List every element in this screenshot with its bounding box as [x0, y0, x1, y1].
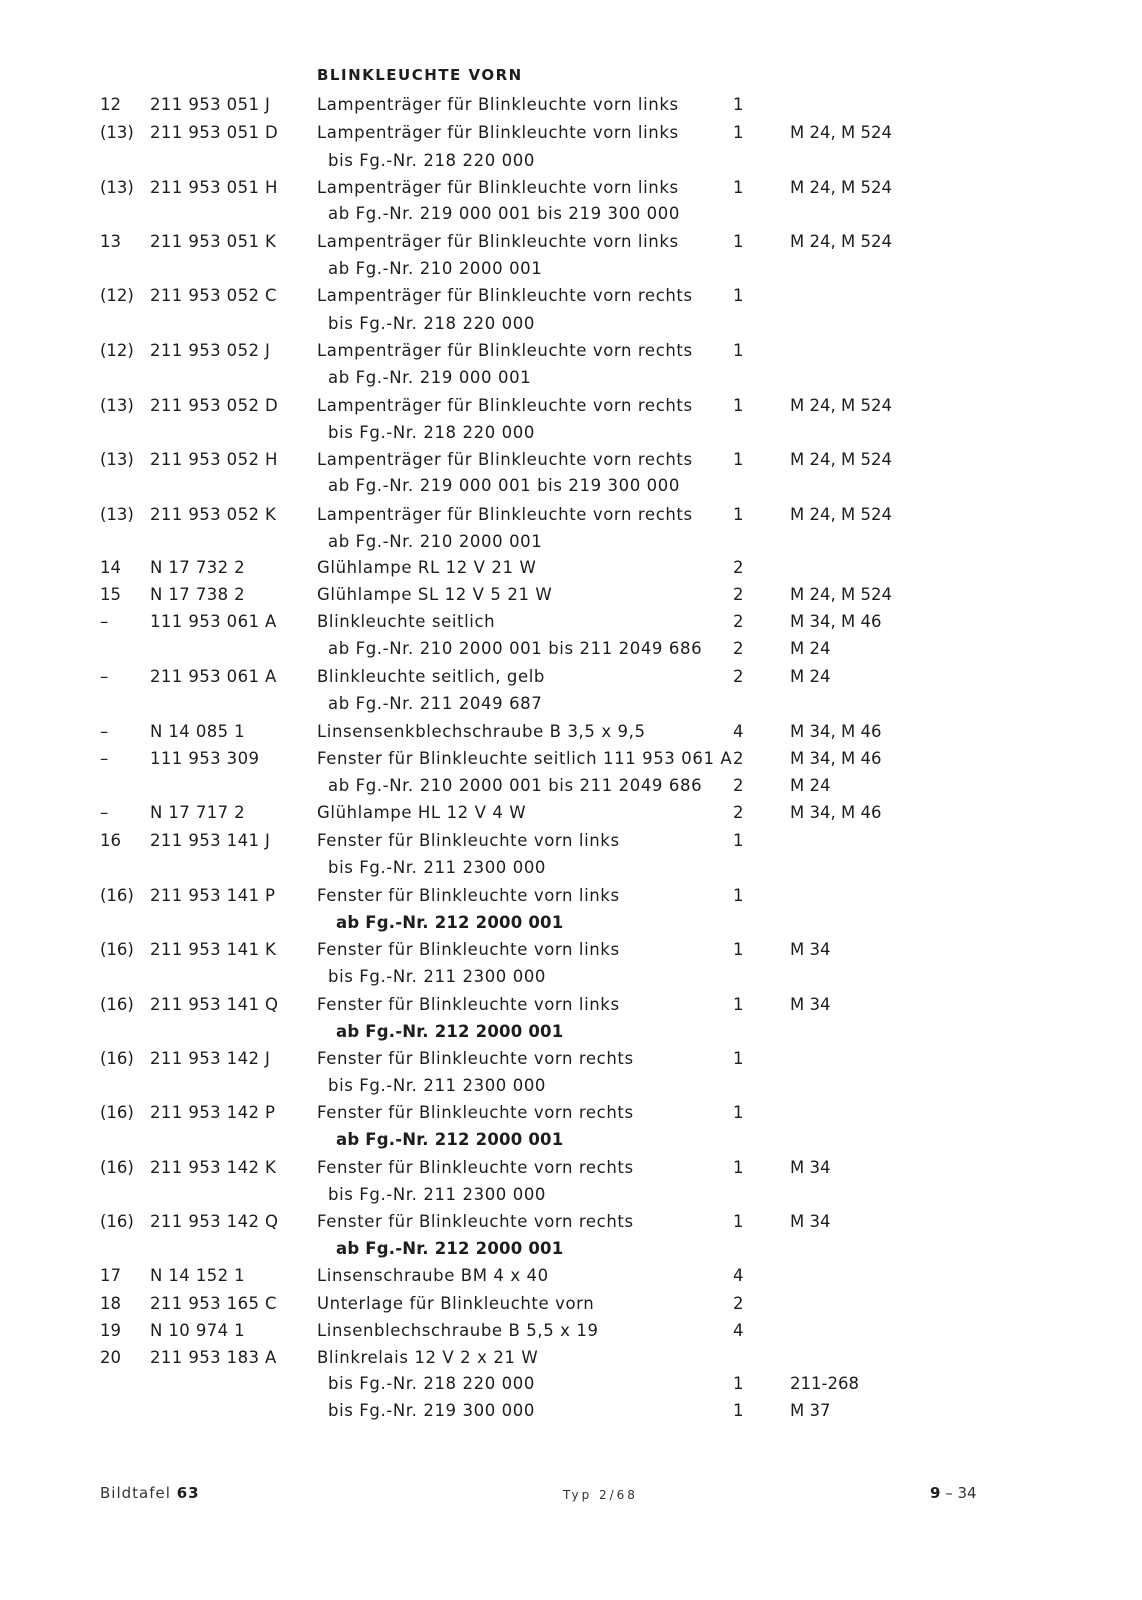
- chassis-range: ab Fg.-Nr. 210 2000 001: [328, 259, 543, 278]
- part-number: 211 953 142 K: [150, 1158, 277, 1177]
- quantity: 2: [733, 585, 744, 604]
- part-number: 211 953 052 D: [150, 396, 279, 415]
- part-number: 211 953 052 J: [150, 341, 271, 360]
- list-item: [0, 1318, 1142, 1344]
- chassis-range: bis Fg.-Nr. 211 2300 000: [328, 1185, 547, 1204]
- quantity: 2: [733, 749, 744, 768]
- part-number: 211 953 051 H: [150, 178, 278, 197]
- chassis-range: ab Fg.-Nr. 210 2000 001 bis 211 2049 686: [328, 639, 703, 658]
- quantity: 1: [733, 1374, 744, 1393]
- remark: M 24, M 524: [790, 178, 892, 197]
- chassis-range: ab Fg.-Nr. 219 000 001: [328, 368, 532, 387]
- position-number: –: [100, 667, 109, 686]
- page-prefix: 9: [930, 1484, 941, 1502]
- list-item: [0, 746, 1142, 772]
- list-item: [0, 1155, 1142, 1181]
- position-number: (12): [100, 341, 134, 360]
- list-item: [0, 502, 1142, 528]
- part-number: 211 953 051 J: [150, 95, 271, 114]
- chassis-range: ab Fg.-Nr. 212 2000 001: [336, 1022, 564, 1041]
- part-number: 111 953 061 A: [150, 612, 277, 631]
- list-item: [0, 582, 1142, 608]
- part-number: 211 953 061 A: [150, 667, 277, 686]
- chassis-range: bis Fg.-Nr. 218 220 000: [328, 1374, 535, 1393]
- list-subrow: [0, 473, 1142, 499]
- type-label: Typ 2/68: [563, 1488, 638, 1502]
- list-subrow: [0, 420, 1142, 446]
- part-description: Linsensenkblechschraube B 3,5 x 9,5: [317, 722, 646, 741]
- remark: M 24, M 524: [790, 396, 892, 415]
- list-item: [0, 937, 1142, 963]
- list-item: [0, 393, 1142, 419]
- quantity: 2: [733, 558, 744, 577]
- part-number: 211 953 141 K: [150, 940, 277, 959]
- remark: M 34: [790, 995, 831, 1014]
- list-item: [0, 92, 1142, 118]
- quantity: 2: [733, 667, 744, 686]
- list-item: [0, 175, 1142, 201]
- part-number: 211 953 142 J: [150, 1049, 271, 1068]
- position-number: –: [100, 803, 109, 822]
- quantity: 1: [733, 396, 744, 415]
- quantity: 1: [733, 178, 744, 197]
- list-subrow: [0, 1019, 1142, 1045]
- position-number: (13): [100, 123, 134, 142]
- part-number: N 17 717 2: [150, 803, 246, 822]
- list-subrow: [0, 1398, 1142, 1424]
- chassis-range: ab Fg.-Nr. 210 2000 001 bis 211 2049 686: [328, 776, 703, 795]
- quantity: 1: [733, 1212, 744, 1231]
- plate-number: 63: [176, 1484, 200, 1502]
- chassis-range: bis Fg.-Nr. 218 220 000: [328, 151, 535, 170]
- list-subrow: [0, 964, 1142, 990]
- part-description: Fenster für Blinkleuchte vorn links: [317, 886, 620, 905]
- position-number: 19: [100, 1321, 121, 1340]
- part-description: Fenster für Blinkleuchte vorn links: [317, 940, 620, 959]
- quantity: 1: [733, 286, 744, 305]
- part-description: Unterlage für Blinkleuchte vorn: [317, 1294, 595, 1313]
- list-subrow: [0, 691, 1142, 717]
- list-item: [0, 719, 1142, 745]
- part-description: Lampenträger für Blinkleuchte vorn rechts: [317, 450, 693, 469]
- position-number: –: [100, 612, 109, 631]
- remark: M 24, M 524: [790, 505, 892, 524]
- chassis-range: bis Fg.-Nr. 218 220 000: [328, 314, 535, 333]
- plate-label: Bildtafel: [100, 1484, 171, 1502]
- list-subrow: [0, 256, 1142, 282]
- part-number: 211 953 051 K: [150, 232, 277, 251]
- remark: M 24, M 524: [790, 232, 892, 251]
- quantity: 1: [733, 1049, 744, 1068]
- quantity: 2: [733, 776, 744, 795]
- remark: M 24: [790, 776, 831, 795]
- position-number: –: [100, 722, 109, 741]
- quantity: 1: [733, 1401, 744, 1420]
- part-description: Lampenträger für Blinkleuchte vorn links: [317, 123, 679, 142]
- quantity: 1: [733, 940, 744, 959]
- chassis-range: ab Fg.-Nr. 211 2049 687: [328, 694, 543, 713]
- list-subrow: [0, 148, 1142, 174]
- part-description: Lampenträger für Blinkleuchte vorn rechts: [317, 341, 693, 360]
- plate-reference: [100, 1484, 200, 1502]
- chassis-range: ab Fg.-Nr. 210 2000 001: [328, 532, 543, 551]
- part-number: N 17 732 2: [150, 558, 246, 577]
- position-number: (16): [100, 886, 134, 905]
- quantity: 1: [733, 232, 744, 251]
- position-number: (16): [100, 1212, 134, 1231]
- list-item: [0, 283, 1142, 309]
- list-item: [0, 1100, 1142, 1126]
- list-subrow: [0, 1236, 1142, 1262]
- part-number: 211 953 052 C: [150, 286, 277, 305]
- chassis-range: ab Fg.-Nr. 219 000 001 bis 219 300 000: [328, 204, 680, 223]
- part-number: 111 953 309: [150, 749, 260, 768]
- list-item: [0, 1046, 1142, 1072]
- part-number: N 17 738 2: [150, 585, 246, 604]
- chassis-range: bis Fg.-Nr. 211 2300 000: [328, 967, 547, 986]
- list-item: [0, 229, 1142, 255]
- chassis-range: ab Fg.-Nr. 219 000 001 bis 219 300 000: [328, 476, 680, 495]
- quantity: 2: [733, 803, 744, 822]
- list-item: [0, 609, 1142, 635]
- part-description: Glühlampe HL 12 V 4 W: [317, 803, 527, 822]
- list-subrow: [0, 1127, 1142, 1153]
- part-description: Fenster für Blinkleuchte vorn rechts: [317, 1158, 634, 1177]
- list-item: [0, 1345, 1142, 1371]
- part-number: 211 953 051 D: [150, 123, 279, 142]
- position-number: 18: [100, 1294, 121, 1313]
- remark: M 24, M 524: [790, 585, 892, 604]
- remark: M 34: [790, 1158, 831, 1177]
- list-subrow: [0, 529, 1142, 555]
- part-number: 211 953 141 Q: [150, 995, 279, 1014]
- quantity: 1: [733, 1103, 744, 1122]
- list-item: [0, 1291, 1142, 1317]
- part-description: Fenster für Blinkleuchte vorn links: [317, 995, 620, 1014]
- part-number: 211 953 165 C: [150, 1294, 277, 1313]
- list-subrow: [0, 201, 1142, 227]
- list-subrow: [0, 855, 1142, 881]
- list-item: [0, 338, 1142, 364]
- chassis-range: bis Fg.-Nr. 211 2300 000: [328, 1076, 547, 1095]
- part-number: 211 953 141 J: [150, 831, 271, 850]
- remark: M 34: [790, 1212, 831, 1231]
- list-item: [0, 555, 1142, 581]
- chassis-range: bis Fg.-Nr. 219 300 000: [328, 1401, 535, 1420]
- part-description: Lampenträger für Blinkleuchte vorn rechts: [317, 505, 693, 524]
- part-description: Fenster für Blinkleuchte vorn links: [317, 831, 620, 850]
- chassis-range: ab Fg.-Nr. 212 2000 001: [336, 1130, 564, 1149]
- position-number: –: [100, 749, 109, 768]
- part-description: Fenster für Blinkleuchte seitlich 111 953 061 A: [317, 749, 733, 768]
- list-subrow: [0, 773, 1142, 799]
- position-number: (13): [100, 505, 134, 524]
- quantity: 1: [733, 995, 744, 1014]
- position-number: (13): [100, 396, 134, 415]
- quantity: 4: [733, 1266, 744, 1285]
- list-subrow: [0, 1371, 1142, 1397]
- remark: M 24: [790, 667, 831, 686]
- part-description: Glühlampe RL 12 V 21 W: [317, 558, 537, 577]
- part-description: Blinkrelais 12 V 2 x 21 W: [317, 1348, 539, 1367]
- position-number: (13): [100, 178, 134, 197]
- quantity: 1: [733, 1158, 744, 1177]
- list-item: [0, 664, 1142, 690]
- list-item: [0, 883, 1142, 909]
- part-number: N 10 974 1: [150, 1321, 246, 1340]
- part-description: Fenster für Blinkleuchte vorn rechts: [317, 1103, 634, 1122]
- part-number: N 14 085 1: [150, 722, 246, 741]
- part-description: Lampenträger für Blinkleuchte vorn links: [317, 232, 679, 251]
- list-subrow: [0, 1073, 1142, 1099]
- remark: M 34: [790, 940, 831, 959]
- position-number: (16): [100, 995, 134, 1014]
- remark: 211-268: [790, 1374, 859, 1393]
- position-number: 14: [100, 558, 121, 577]
- list-item: [0, 800, 1142, 826]
- part-description: Glühlampe SL 12 V 5 21 W: [317, 585, 553, 604]
- position-number: 17: [100, 1266, 121, 1285]
- part-number: 211 953 052 H: [150, 450, 278, 469]
- quantity: 1: [733, 831, 744, 850]
- part-number: 211 953 142 Q: [150, 1212, 279, 1231]
- position-number: 20: [100, 1348, 121, 1367]
- part-description: Lampenträger für Blinkleuchte vorn links: [317, 178, 679, 197]
- part-description: Fenster für Blinkleuchte vorn rechts: [317, 1049, 634, 1068]
- page-number: [930, 1484, 977, 1502]
- section-title: BLINKLEUCHTE VORN: [317, 66, 523, 84]
- list-item: [0, 1263, 1142, 1289]
- part-description: Fenster für Blinkleuchte vorn rechts: [317, 1212, 634, 1231]
- position-number: (16): [100, 1103, 134, 1122]
- chassis-range: ab Fg.-Nr. 212 2000 001: [336, 1239, 564, 1258]
- chassis-range: bis Fg.-Nr. 211 2300 000: [328, 858, 547, 877]
- part-number: 211 953 142 P: [150, 1103, 276, 1122]
- remark: M 34, M 46: [790, 722, 882, 741]
- part-description: Linsenblechschraube B 5,5 x 19: [317, 1321, 599, 1340]
- quantity: 1: [733, 505, 744, 524]
- part-number: 211 953 183 A: [150, 1348, 277, 1367]
- list-item: [0, 447, 1142, 473]
- position-number: 12: [100, 95, 121, 114]
- remark: M 34, M 46: [790, 749, 882, 768]
- quantity: 4: [733, 722, 744, 741]
- part-number: 211 953 141 P: [150, 886, 276, 905]
- quantity: 2: [733, 612, 744, 631]
- quantity: 1: [733, 886, 744, 905]
- position-number: (16): [100, 1158, 134, 1177]
- part-description: Lampenträger für Blinkleuchte vorn links: [317, 95, 679, 114]
- remark: M 37: [790, 1401, 831, 1420]
- list-item: [0, 120, 1142, 146]
- part-description: Blinkleuchte seitlich, gelb: [317, 667, 545, 686]
- remark: M 24, M 524: [790, 123, 892, 142]
- remark: M 24: [790, 639, 831, 658]
- part-number: N 14 152 1: [150, 1266, 246, 1285]
- list-subrow: [0, 311, 1142, 337]
- list-item: [0, 992, 1142, 1018]
- part-description: Lampenträger für Blinkleuchte vorn rechts: [317, 286, 693, 305]
- position-number: 13: [100, 232, 121, 251]
- position-number: (12): [100, 286, 134, 305]
- list-subrow: [0, 910, 1142, 936]
- part-description: Blinkleuchte seitlich: [317, 612, 496, 631]
- chassis-range: bis Fg.-Nr. 218 220 000: [328, 423, 535, 442]
- position-number: (13): [100, 450, 134, 469]
- list-subrow: [0, 636, 1142, 662]
- position-number: (16): [100, 940, 134, 959]
- quantity: 1: [733, 123, 744, 142]
- page-rest: – 34: [945, 1484, 977, 1502]
- position-number: 15: [100, 585, 121, 604]
- list-subrow: [0, 365, 1142, 391]
- list-item: [0, 828, 1142, 854]
- remark: M 34, M 46: [790, 612, 882, 631]
- list-subrow: [0, 1182, 1142, 1208]
- quantity: 2: [733, 1294, 744, 1313]
- quantity: 1: [733, 341, 744, 360]
- part-number: 211 953 052 K: [150, 505, 277, 524]
- quantity: 4: [733, 1321, 744, 1340]
- list-item: [0, 1209, 1142, 1235]
- quantity: 1: [733, 450, 744, 469]
- quantity: 2: [733, 639, 744, 658]
- quantity: 1: [733, 95, 744, 114]
- remark: M 24, M 524: [790, 450, 892, 469]
- position-number: (16): [100, 1049, 134, 1068]
- part-description: Linsenschraube BM 4 x 40: [317, 1266, 549, 1285]
- position-number: 16: [100, 831, 121, 850]
- part-description: Lampenträger für Blinkleuchte vorn rechts: [317, 396, 693, 415]
- chassis-range: ab Fg.-Nr. 212 2000 001: [336, 913, 564, 932]
- remark: M 34, M 46: [790, 803, 882, 822]
